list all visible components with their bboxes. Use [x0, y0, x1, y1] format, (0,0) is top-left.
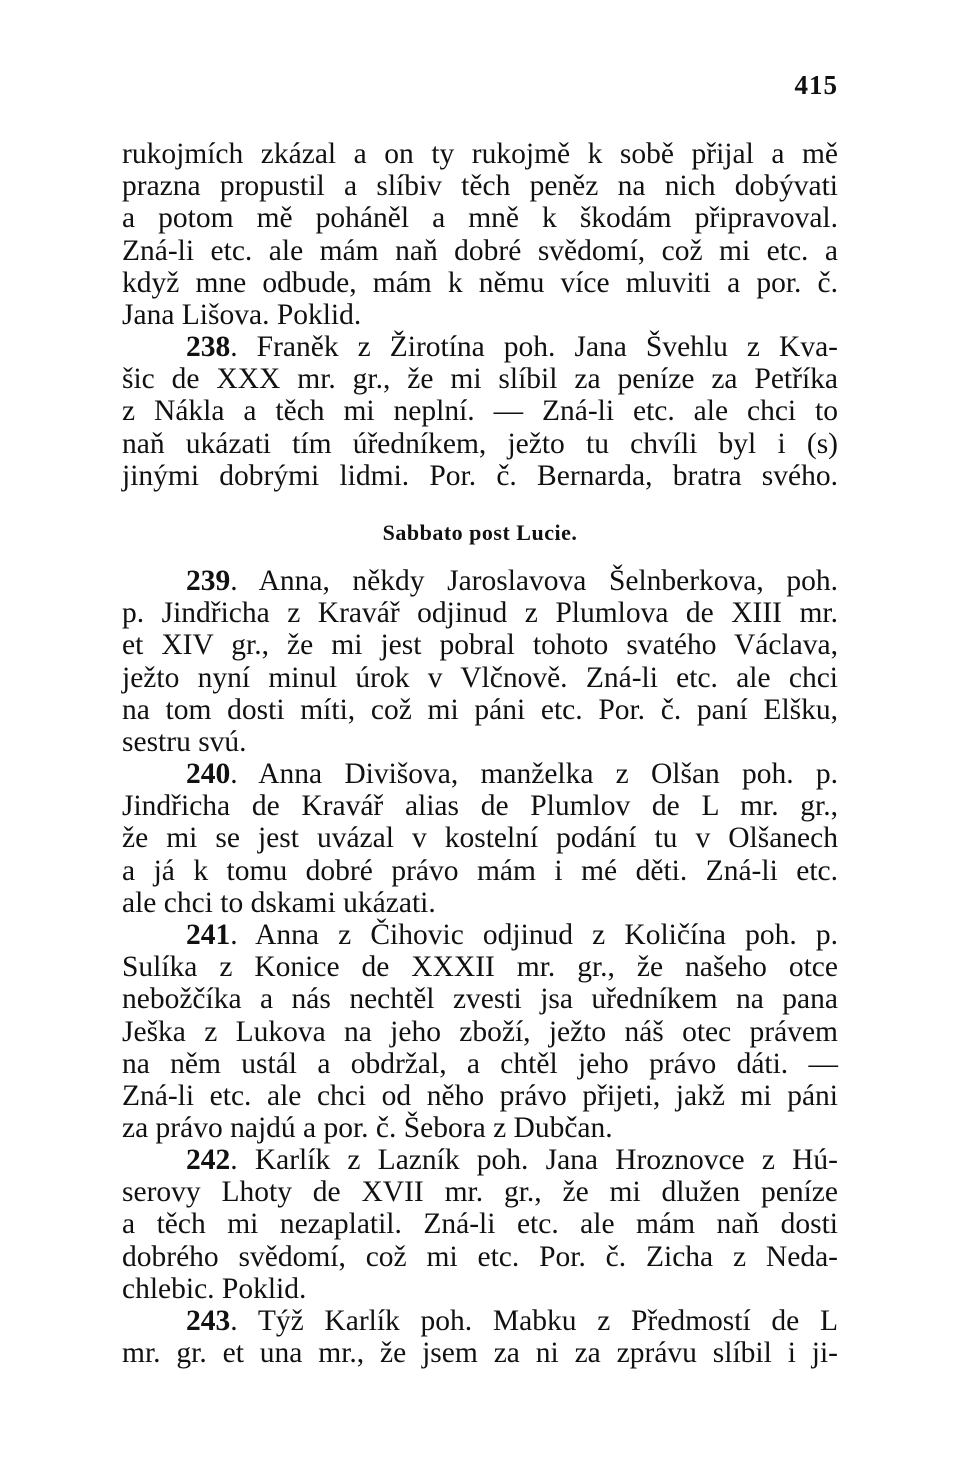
entry-first-line — [122, 758, 838, 790]
text-line: když mne odbude, mám k němu více mluviti a por. č. — [122, 266, 838, 299]
entry-number: 241 — [186, 919, 231, 951]
entry-number: 240 — [186, 758, 231, 790]
text-line: dobrého svědomí, což mi etc. Por. č. Zicha z Neda- — [122, 1240, 838, 1273]
text-line: jinými dobrými lidmi. Por. č. Bernarda, bratra svého. — [122, 459, 838, 492]
entry-number: 238 — [186, 331, 231, 363]
entry-240 — [122, 758, 838, 919]
entry-number: 243 — [186, 1305, 231, 1337]
text-line: et XIV gr., že mi jest pobral tohoto svatého Václava, — [122, 629, 838, 662]
paragraph-continuation — [122, 138, 838, 331]
text-line: na tom dosti míti, což mi páni etc. Por. č. paní Elšku, — [122, 693, 838, 726]
text-line: a těch mi nezaplatil. Zná-li etc. ale mám naň dosti — [122, 1208, 838, 1241]
entry-first-text: . Karlík z Lazník poh. Jana Hroznovce z Hú- — [230, 1144, 838, 1176]
text-line: ale chci to dskami ukázati. — [122, 886, 436, 919]
text-line: nebožčíka a nás nechtěl zvesti jsa uředníkem na pana — [122, 983, 838, 1016]
text-line: mr. gr. et una mr., že jsem za ni za zprávu slíbil i ji- — [122, 1337, 838, 1370]
text-line: sestru svú. — [122, 725, 247, 758]
text-line: že mi se jest uvázal v kostelní podání tu v Olšanech — [122, 822, 838, 855]
text-line: a potom mě poháněl a mně k škodám připravoval. — [122, 202, 838, 235]
entry-242 — [122, 1144, 838, 1305]
entry-first-line — [122, 565, 838, 597]
text-line: chlebic. Poklid. — [122, 1272, 307, 1305]
entry-first-line — [122, 331, 838, 363]
text-line: ježto nyní minul úrok v Vlčnově. Zná-li etc. ale chci — [122, 661, 838, 694]
entry-243 — [122, 1305, 838, 1369]
text-line: p. Jindřicha z Kravář odjinud z Plumlova de XIII mr. — [122, 597, 838, 630]
text-line: serovy Lhoty de XVII mr. gr., že mi dlužen peníze — [122, 1176, 838, 1209]
entry-first-text: . Týž Karlík poh. Mabku z Předmostí de L — [230, 1305, 838, 1337]
text-line: za právo najdú a por. č. Šebora z Dubčan. — [122, 1112, 613, 1145]
section-heading: Sabbato post Lucie. — [382, 520, 578, 545]
text-line: Zná-li etc. ale chci od něho právo přijeti, jakž mi páni — [122, 1079, 838, 1112]
text-line: na něm ustál a obdržal, a chtěl jeho právo dáti. — — [122, 1047, 838, 1080]
text-line: naň ukázati tím úředníkem, ježto tu chvíli byl i (s) — [122, 427, 838, 460]
text-line: z Nákla a těch mi neplní. — Zná-li etc. ale chci to — [122, 395, 838, 428]
text-line: Jana Lišova. Poklid. — [122, 298, 362, 331]
page-number: 415 — [794, 70, 838, 100]
entry-first-line — [122, 919, 838, 951]
text-line: Zná-li etc. ale mám naň dobré svědomí, což mi etc. a — [122, 234, 838, 267]
text-line: Jindřicha de Kravář alias de Plumlov de L mr. gr., — [122, 790, 838, 823]
text-line: prazna propustil a slíbiv těch peněz na nich dobývati — [122, 170, 838, 203]
entry-first-text: . Anna z Čihovic odjinud z Količína poh. p. — [230, 919, 838, 951]
entry-number: 239 — [186, 565, 231, 597]
entry-238 — [122, 331, 838, 492]
entry-number: 242 — [186, 1144, 231, 1176]
entry-241 — [122, 919, 838, 1144]
entry-first-line — [122, 1144, 838, 1176]
entry-first-text: . Anna, někdy Jaroslavova Šelnberkova, poh. — [230, 565, 838, 597]
entry-239 — [122, 565, 838, 758]
entry-first-line — [122, 1305, 838, 1337]
text-line: rukojmích zkázal a on ty rukojmě k sobě přijal a mě — [122, 138, 838, 170]
text-line: Ješka z Lukova na jeho zboží, ježto náš otec právem — [122, 1015, 838, 1048]
entry-first-text: . Anna Divišova, manželka z Olšan poh. p. — [230, 758, 838, 790]
text-line: Sulíka z Konice de XXXII mr. gr., že našeho otce — [122, 951, 838, 984]
text-line: a já k tomu dobré právo mám i mé děti. Zná-li etc. — [122, 854, 838, 887]
entry-first-text: . Franěk z Žirotína poh. Jana Švehlu z Kva- — [230, 331, 838, 363]
text-line: šic de XXX mr. gr., že mi slíbil za peníze za Petříka — [122, 363, 838, 396]
